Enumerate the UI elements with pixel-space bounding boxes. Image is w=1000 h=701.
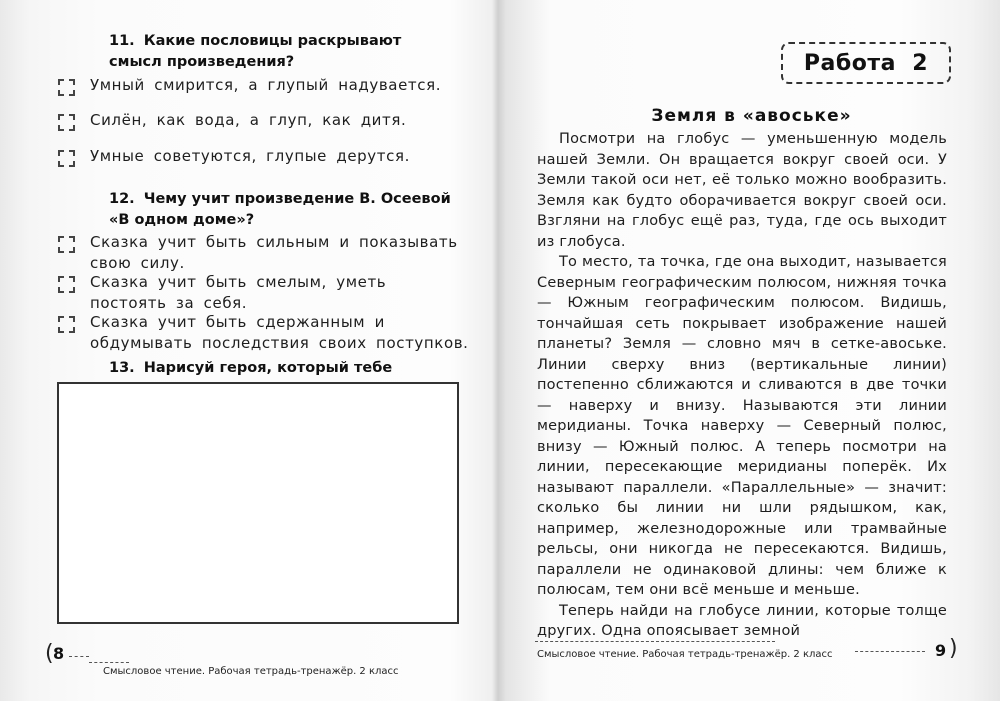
option-text: Умный смирится, а глупый надувается. bbox=[90, 76, 442, 94]
paragraph: Теперь найди на глобусе линии, которые толще других. Одна опоясывает земной bbox=[537, 602, 947, 639]
page-number: 8 bbox=[53, 644, 65, 663]
page-number: 9 bbox=[935, 641, 947, 660]
right-footer bbox=[535, 637, 975, 673]
drawing-area[interactable] bbox=[57, 382, 459, 624]
checkbox[interactable] bbox=[58, 114, 75, 131]
question-number: 12. bbox=[109, 191, 135, 207]
checkbox[interactable] bbox=[58, 276, 75, 293]
left-page bbox=[0, 0, 497, 701]
option-text: Силён, как вода, а глуп, как дитя. bbox=[90, 111, 407, 129]
work-label: Работа 2 bbox=[803, 50, 929, 76]
checkbox[interactable] bbox=[58, 316, 75, 333]
q11-option-2[interactable] bbox=[58, 110, 478, 132]
q12-option-2[interactable] bbox=[58, 272, 478, 314]
option-text: Умные советуются, глупые дерутся. bbox=[90, 147, 410, 165]
q11-option-1[interactable] bbox=[58, 75, 478, 97]
question-text: Какие пословицы раскрывают смысл произведения? bbox=[109, 33, 402, 70]
q12-option-3[interactable] bbox=[58, 312, 478, 354]
option-text: Сказка учит быть сильным и показывать свою силу. bbox=[90, 233, 458, 272]
footer-dashed-line bbox=[89, 662, 129, 663]
work-label-box bbox=[781, 42, 951, 84]
footer-dashed-line bbox=[535, 641, 775, 642]
footer-text: Смысловое чтение. Рабочая тетрадь-тренажёр. 2 класс bbox=[537, 649, 833, 660]
option-text: Сказка учит быть сдержанным и обдумывать последствия своих поступков. bbox=[90, 313, 469, 352]
footer-dashed-line bbox=[855, 651, 925, 652]
question-text: Чему учит произведение В. Осеевой «В одном доме»? bbox=[109, 191, 451, 228]
page-number-bracket: ( bbox=[45, 641, 54, 666]
page-number-bracket: ) bbox=[949, 636, 958, 661]
question-number: 13. bbox=[109, 360, 135, 376]
question-number: 11. bbox=[109, 33, 135, 49]
checkbox[interactable] bbox=[58, 236, 75, 253]
checkbox[interactable] bbox=[58, 79, 75, 96]
paragraph: То место, та точка, где она выходит, называется Северным географическим полюсом, нижняя точка — Южным географическим полюсом. Видишь, тончайшая сеть покрывает изображение нашей планеты? Земля — словно мяч в сетке-авоське. Линии сверху вниз (вертикальные линии) постепенно сближаются и сливаются в две точки — наверху и внизу. Называются эти линии меридианы. Точка наверху — Северный полюс, внизу — Южный полюс. А теперь посмотри на линии, пересекающие меридианы поперёк. Их называют параллели. «Параллельные» — значит: сколько бы линии ни шли рядышком, как, например, железнодорожные или трамвайные рельсы, они никогда не пересекаются. Видишь, параллели не одинаковой длины: чем ближе к полюсам, тем они всё меньше и меньше. bbox=[537, 254, 947, 598]
right-page bbox=[503, 0, 1000, 701]
footer-text: Смысловое чтение. Рабочая тетрадь-тренажёр. 2 класс bbox=[103, 666, 399, 677]
q12-option-1[interactable] bbox=[58, 232, 478, 274]
question-11-title bbox=[109, 31, 449, 73]
option-text: Сказка учит быть смелым, уметь постоять за себя. bbox=[90, 273, 387, 312]
left-footer bbox=[45, 641, 485, 680]
footer-dashed-line bbox=[69, 656, 89, 657]
story-title: Земля в «авоське» bbox=[651, 106, 852, 126]
question-12-title bbox=[109, 189, 459, 231]
paragraph: Посмотри на глобус — уменьшенную модель нашей Земли. Он вращается вокруг своей оси. У Земли такой оси нет, её только можно вообразить. Земля как будто оборачивается вокруг своей оси. Взгляни на глобус ещё раз, туда, где ось выходит из глобуса. bbox=[537, 131, 947, 250]
checkbox[interactable] bbox=[58, 150, 75, 167]
story-body bbox=[537, 129, 947, 642]
question-text: Нарисуй героя, который тебе bbox=[143, 360, 393, 376]
q11-option-3[interactable] bbox=[58, 146, 478, 168]
